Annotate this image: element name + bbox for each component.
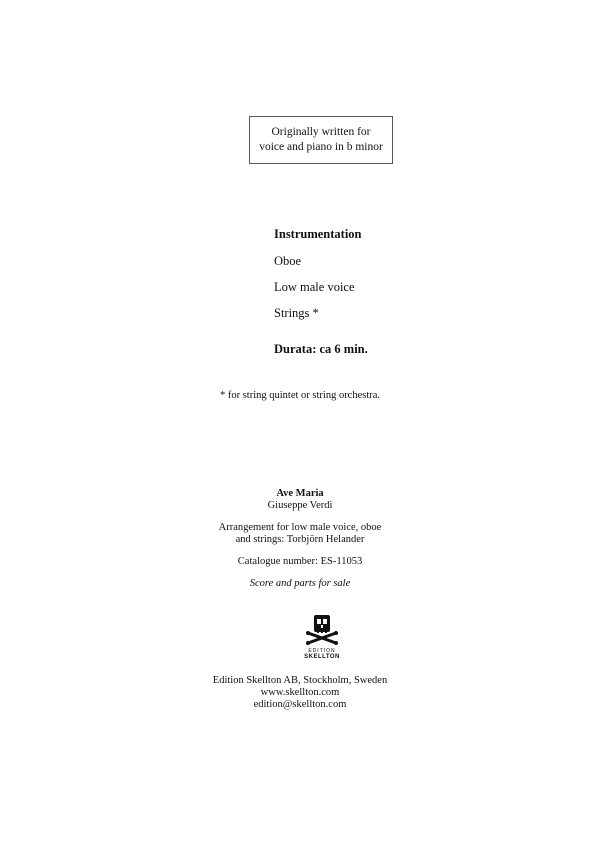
logo-edition-label: EDITION [308,648,336,654]
instrument-voice: Low male voice [274,280,355,294]
skull-crossbones-logo-icon [305,613,339,647]
catalogue-number: Catalogue number: ES-11053 [237,556,363,567]
note-line-1: Originally written for [271,126,371,138]
edition-skellton-logo [299,613,345,663]
arrangement-line-1: Arrangement for low male voice, oboe [218,522,382,533]
work-title: Ave Maria [276,488,324,499]
instrumentation-heading: Instrumentation [274,227,362,241]
composer: Giuseppe Verdi [267,500,333,511]
publisher-website[interactable]: www.skellton.com [260,687,340,698]
instrument-oboe: Oboe [274,254,302,268]
strings-footnote: * for string quintet or string orchestra. [219,390,381,401]
work-credits [0,488,600,590]
original-version-note [249,116,393,164]
instrumentation-section [274,227,368,357]
note-line-2: voice and piano in b minor [259,141,383,153]
logo-skellton-label: SKELLTON [304,654,340,660]
instrument-strings: Strings * [274,306,319,320]
arrangement-line-2: and strings: Torbjörn Helander [235,534,365,545]
publisher-info [0,675,600,711]
sale-note: Score and parts for sale [249,578,351,589]
publisher-name: Edition Skellton AB, Stockholm, Sweden [212,675,388,686]
publisher-email[interactable]: edition@skellton.com [253,699,347,710]
duration: Durata: ca 6 min. [274,342,368,356]
